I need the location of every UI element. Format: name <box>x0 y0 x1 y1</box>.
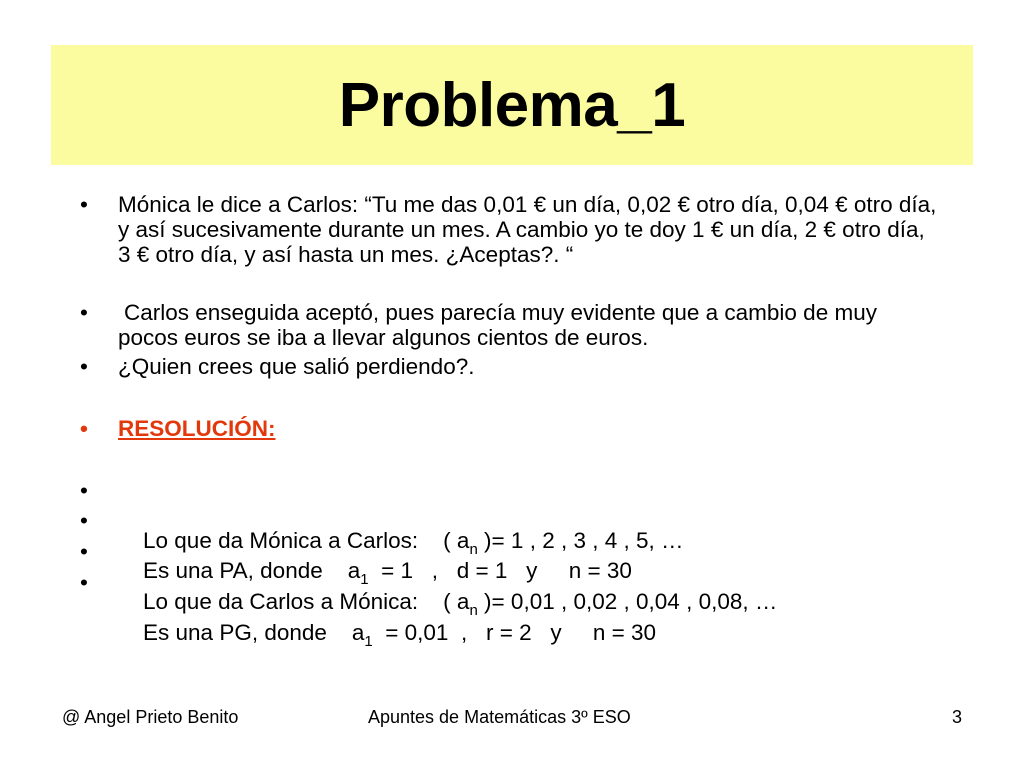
bullet-item-carlos <box>76 300 938 350</box>
bullet-icon: • <box>80 539 88 564</box>
bullet-icon: • <box>80 354 88 379</box>
resolucion-heading: RESOLUCIÓN: <box>118 416 276 441</box>
question-text: ¿Quien crees que salió perdiendo?. <box>118 354 475 379</box>
bullet-item-question <box>76 354 938 379</box>
pa-post: = 1 , d = 1 y n = 30 <box>368 558 632 583</box>
carlos-text: Carlos enseguida aceptó, pues parecía muy evidente que a cambio de muy pocos euros se iba a llevar algunos cientos de euros. <box>118 300 877 350</box>
footer-course: Apuntes de Matemáticas 3º ESO <box>368 707 631 727</box>
pg-post: = 0,01 , r = 2 y n = 30 <box>372 620 657 645</box>
carlos-gives-post: )= 0,01 , 0,02 , 0,04 , 0,08, … <box>477 589 778 614</box>
carlos-gives-pre: Lo que da Carlos a Mónica: ( a <box>143 589 470 614</box>
footer-page-number: 3 <box>952 707 963 727</box>
bullet-icon: • <box>80 508 88 533</box>
slide-title: Problema_1 <box>338 70 686 140</box>
carlos-gives-sub: n <box>469 602 478 619</box>
bullet-icon: • <box>80 300 88 325</box>
bullet-item-problem <box>76 192 938 267</box>
monica-gives-pre: Lo que da Mónica a Carlos: ( a <box>143 528 470 553</box>
problem-text: Mónica le dice a Carlos: “Tu me das 0,01 € un día, 0,02 € otro día, 0,04 € otro día, y así sucesivamente durante un mes. A cambio yo te doy 1 € un día, 2 € otro día, 3 € otro día, y así hasta un mes. ¿Aceptas?. “ <box>118 192 937 267</box>
bullet-icon: • <box>80 570 88 595</box>
pa-sub: 1 <box>360 571 369 588</box>
bullet-item-resolucion <box>76 416 938 441</box>
monica-gives-post: )= 1 , 2 , 3 , 4 , 5, … <box>477 528 684 553</box>
bullet-item-pg <box>76 570 938 670</box>
bullet-icon: • <box>80 478 88 503</box>
bullet-icon: • <box>80 416 88 441</box>
pa-pre: Es una PA, donde a <box>143 558 361 583</box>
monica-gives-sub: n <box>469 541 478 558</box>
title-band <box>51 45 973 165</box>
footer-author: @ Angel Prieto Benito <box>62 707 239 727</box>
pg-pre: Es una PG, donde a <box>143 620 365 645</box>
pg-sub: 1 <box>364 633 373 650</box>
bullet-icon: • <box>80 192 88 217</box>
